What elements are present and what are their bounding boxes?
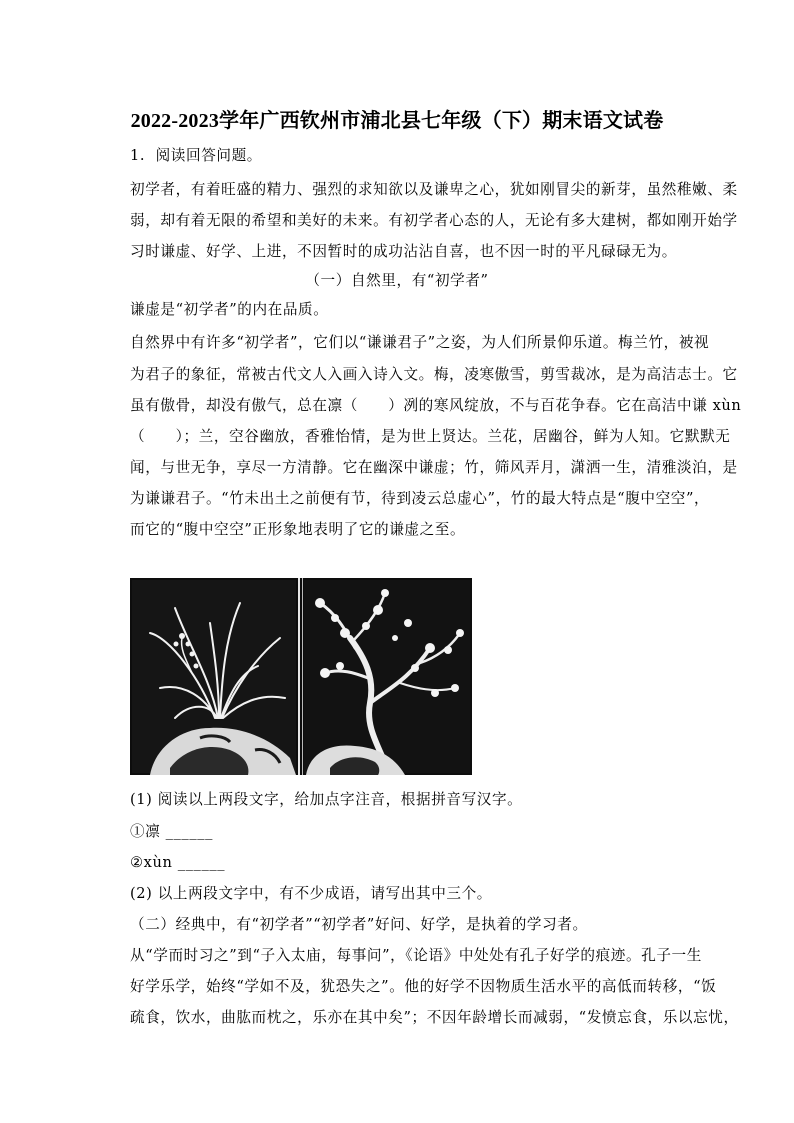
intro-line-2: 弱，却有着无限的希望和美好的未来。有初学者心态的人，无论有多大建树，都如刚开始学	[130, 212, 738, 229]
section2-line-1: 从“学而时习之”到“子入太庙，每事问”，《论语》中处处有孔子好学的痕迹。孔子一生	[130, 947, 702, 964]
question-instruction: 阅读回答问题。	[155, 147, 262, 164]
intro-line-3: 习时谦虚、好学、上进，不因暂时的成功沾沾自喜，也不因一时的平凡碌碌无为。	[130, 243, 677, 260]
section1-line-2: 自然界中有许多“初学者”，它们以“谦谦君子”之姿，为人们所景仰乐道。梅兰竹，被视	[130, 334, 710, 351]
sub-question-1: (1) 阅读以上两段文字，给加点字注音，根据拼音写汉字。	[130, 791, 523, 808]
sub-question-2: (2) 以上两段文字中，有不少成语，请写出其中三个。	[130, 885, 492, 902]
orchid-plum-illustration	[130, 578, 472, 775]
blank-2: ②xùn ______	[130, 854, 226, 871]
section1-line-4: 虽有傲骨，却没有傲气，总在凛（ ）冽的寒风绽放，不与百花争春。它在高洁中谦 xùn	[130, 397, 742, 414]
intro-line-1: 初学者，有着旺盛的精力、强烈的求知欲以及谦卑之心，犹如刚冒尖的新芽，虽然稚嫩、柔	[130, 181, 738, 198]
section2-line-2: 好学乐学，始终“学如不及，犹恐失之”。他的好学不因物质生活水平的高低而转移，“饭	[130, 978, 717, 995]
section1-line-8: 而它的“腹中空空”正形象地表明了它的谦虚之至。	[130, 521, 466, 538]
question-header	[130, 146, 700, 166]
section1-line-3: 为君子的象征，常被古代文人入画入诗入文。梅，凌寒傲雪，剪雪裁冰，是为高洁志士。它	[130, 366, 738, 383]
question-number: 1.	[130, 147, 146, 164]
section1-line-1: 谦虚是“初学者”的内在品质。	[130, 301, 329, 318]
blank-1: ①凛 ______	[130, 823, 214, 840]
section2-heading: （二）经典中，有“初学者”“初学者”好问、好学，是执着的学习者。	[130, 916, 588, 933]
section1-heading: （一）自然里，有“初学者”	[305, 272, 489, 289]
section1-line-5: （ ）；兰，空谷幽放，香雅怡情，是为世上贤达。兰花，居幽谷，鲜为人知。它默默无	[130, 428, 731, 445]
exam-title: 2022-2023学年广西钦州市浦北县七年级（下）期末语文试卷	[130, 110, 664, 132]
section1-line-6: 闻，与世无争，享尽一方清静。它在幽深中谦虚；竹，筛风弄月，潇洒一生，清雅淡泊，是	[130, 459, 738, 476]
section2-line-3: 疏食，饮水，曲肱而枕之，乐亦在其中矣”；不因年龄增长而减弱，“发愤忘食，乐以忘忧，	[130, 1009, 739, 1026]
section1-line-7: 为谦谦君子。“竹未出土之前便有节，待到凌云总虚心”，竹的最大特点是“腹中空空”，	[130, 490, 710, 507]
